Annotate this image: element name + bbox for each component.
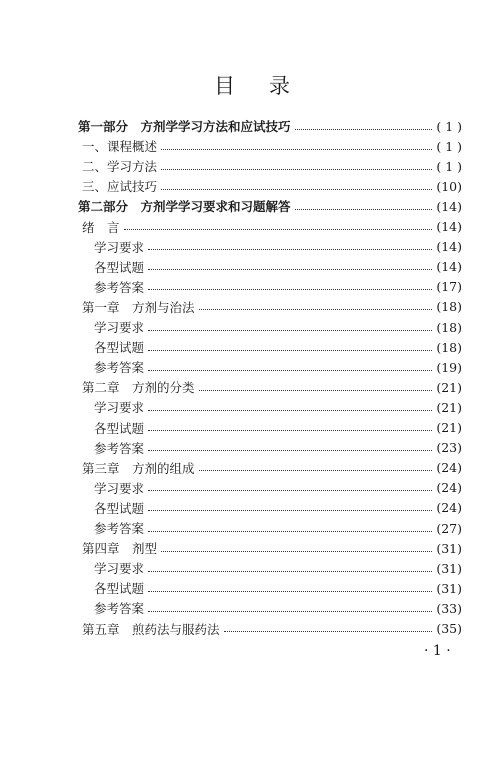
toc-entry-label: 参考答案 [94,521,145,536]
toc-entry-label: 各型试题 [94,340,145,356]
toc-entry-page: (31) [436,580,462,596]
toc-entry[interactable] [78,116,462,136]
dot-leader [199,470,433,471]
toc-entry-page: ( 1 ) [436,158,462,174]
dot-leader [199,390,433,391]
toc-entry-label: 学习要求 [94,561,145,577]
toc-entry-label: 一、课程概述 [82,139,158,155]
toc-entry[interactable] [94,478,462,498]
toc-entry[interactable] [82,176,462,196]
toc-entry-page: (14) [436,259,462,275]
toc-entry-page: (21) [436,399,462,415]
dot-leader [148,571,432,572]
toc-entry-page: (10) [436,178,462,194]
toc-entry-label: 第一部分 方剂学学习方法和应试技巧 [78,119,291,134]
toc-entry[interactable] [94,317,462,337]
dot-leader [148,370,432,371]
toc-entry[interactable] [82,217,462,237]
toc-entry-label: 各型试题 [94,259,145,275]
title-char-1: 目 [214,74,235,98]
toc-entry[interactable] [82,619,462,639]
dot-leader [124,229,433,230]
title-char-2: 录 [269,74,290,98]
toc-entry-label: 学习要求 [94,320,145,335]
dot-leader [148,510,432,511]
toc-entry-label: 第四章 剂型 [82,541,158,557]
toc-entry-page: (18) [436,339,462,355]
dot-leader [161,149,432,150]
dot-leader [148,350,432,351]
toc-entry-label: 学习要求 [94,239,145,255]
dot-leader [295,129,433,130]
dot-leader [148,450,432,451]
dot-leader [161,551,432,552]
toc-entry-label: 第一章 方剂与治法 [82,299,195,315]
dot-leader [148,249,432,250]
toc-entry-label: 第二部分 方剂学学习要求和习题解答 [78,199,291,215]
toc-entry[interactable] [94,438,462,458]
dot-leader [148,591,432,592]
toc-entry-label: 参考答案 [94,440,145,456]
toc-entry-page: (14) [436,239,462,255]
toc-entry[interactable] [94,357,462,377]
dot-leader [148,330,432,331]
toc-entry[interactable] [94,598,462,618]
dot-leader [148,531,432,532]
toc-entry-label: 各型试题 [94,581,145,597]
toc-entry-page: (35) [436,621,462,636]
toc-entry-page: (18) [436,299,462,315]
toc-entry[interactable] [78,196,462,216]
toc-entry-page: (19) [436,359,462,375]
toc-entry[interactable] [94,578,462,598]
toc-entry[interactable] [94,397,462,417]
toc-entry-label: 二、学习方法 [82,159,158,175]
toc-entry[interactable] [94,498,462,518]
dot-leader [148,410,432,411]
toc-entry-page: (31) [436,560,462,576]
toc-entry-page: ( 1 ) [436,138,462,154]
toc-entry[interactable] [94,237,462,257]
toc-entry-label: 第五章 煎药法与服药法 [82,621,220,637]
toc-entry-label: 学习要求 [94,480,145,496]
toc-entry[interactable] [82,538,462,558]
toc-entry-label: 第二章 方剂的分类 [82,380,195,396]
toc-entry-page: (33) [436,600,462,616]
dot-leader [148,490,432,491]
toc-entry[interactable] [94,558,462,578]
dot-leader [148,611,432,612]
toc-entry[interactable] [94,277,462,297]
dot-leader [161,169,432,170]
toc-entry-page: (14) [436,198,462,214]
toc-entry-page: (21) [436,379,462,395]
toc-entry-page: (14) [436,219,462,234]
toc-entry-label: 参考答案 [94,360,145,376]
toc-entry-label: 参考答案 [94,601,145,617]
dot-leader [148,430,432,431]
dot-leader [295,209,433,210]
toc-entry[interactable] [94,257,462,277]
toc-entry[interactable] [94,518,462,538]
toc-entry-page: (24) [436,480,462,496]
toc-entry-page: (27) [436,520,462,536]
toc-entry[interactable] [82,136,462,156]
toc-entry[interactable] [94,337,462,357]
dot-leader [199,309,433,310]
toc-entry[interactable] [82,297,462,317]
toc-entry-page: ( 1 ) [436,118,462,134]
toc-entry-page: (21) [436,420,462,435]
dot-leader [148,289,432,290]
toc-entry-label: 参考答案 [94,279,145,295]
toc-entry[interactable] [82,458,462,478]
toc-entry-label: 学习要求 [94,400,145,416]
toc-entry-label: 各型试题 [94,500,145,516]
page-number: · 1 · [424,643,451,659]
toc-entry[interactable] [82,377,462,397]
toc-entry-label: 绪 言 [82,219,120,235]
toc-entry-page: (18) [436,319,462,335]
toc-entry-page: (23) [436,440,462,456]
dot-leader [224,631,433,632]
dot-leader [148,269,432,270]
toc-entry-page: (17) [436,279,462,295]
toc-entry-page: (24) [436,460,462,476]
page-title [0,70,504,100]
toc-entry-page: (31) [436,540,462,556]
dot-leader [161,189,432,190]
toc-entry-label: 三、应试技巧 [82,179,158,195]
toc-entry-label: 各型试题 [94,420,145,436]
toc-entry[interactable] [82,156,462,176]
toc-entry-label: 第三章 方剂的组成 [82,460,195,476]
toc-entry-page: (24) [436,500,462,516]
toc-entry[interactable] [94,418,462,438]
